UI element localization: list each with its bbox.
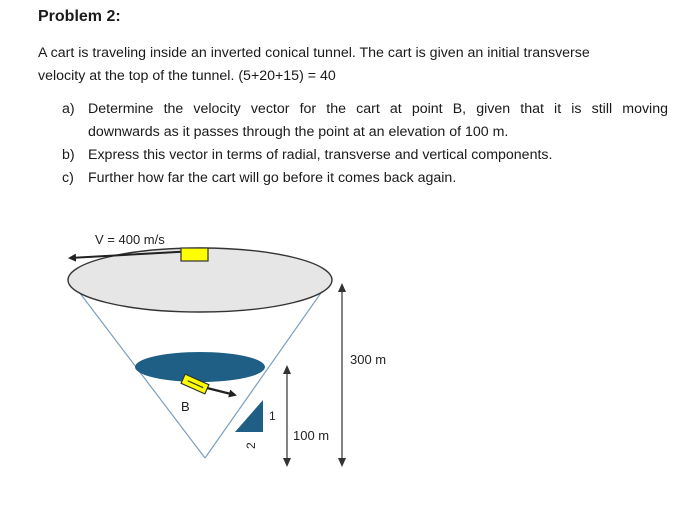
height-total-label: 300 m — [350, 352, 387, 367]
height-total-arrow-top — [338, 283, 346, 292]
point-b-label: B — [181, 399, 190, 414]
question-letter: c) — [62, 170, 74, 186]
question-line: Determine the velocity vector for the cart at point B, given that it is still moving — [88, 101, 668, 117]
question-letter: a) — [62, 101, 75, 117]
velocity-label: V = 400 m/s — [95, 232, 165, 247]
question-line: downwards as it passes through the point at an elevation of 100 m. — [88, 124, 509, 140]
slope-rise-label: 1 — [269, 409, 276, 423]
cart-top — [181, 248, 208, 261]
question-text: Further how far the cart will go before it comes back again. — [88, 170, 457, 186]
tunnel-section-ellipse — [135, 352, 265, 382]
height-point-arrow-bottom — [283, 458, 291, 467]
problem-title: Problem 2: — [38, 8, 121, 25]
slope-run-label: 2 — [244, 442, 258, 449]
height-total-arrow-bottom — [338, 458, 346, 467]
question-letter: b) — [62, 147, 75, 163]
height-point-arrow-top — [283, 365, 291, 374]
height-point-label: 100 m — [293, 428, 330, 443]
slope-triangle — [235, 400, 263, 432]
velocity-arrow-b — [207, 388, 235, 395]
intro-line: A cart is traveling inside an inverted conical tunnel. The cart is given an initial transverse — [38, 45, 590, 61]
question-text: Express this vector in terms of radial, transverse and vertical components. — [88, 147, 553, 163]
intro-line: velocity at the top of the tunnel. (5+20+15) = 40 — [38, 68, 336, 84]
